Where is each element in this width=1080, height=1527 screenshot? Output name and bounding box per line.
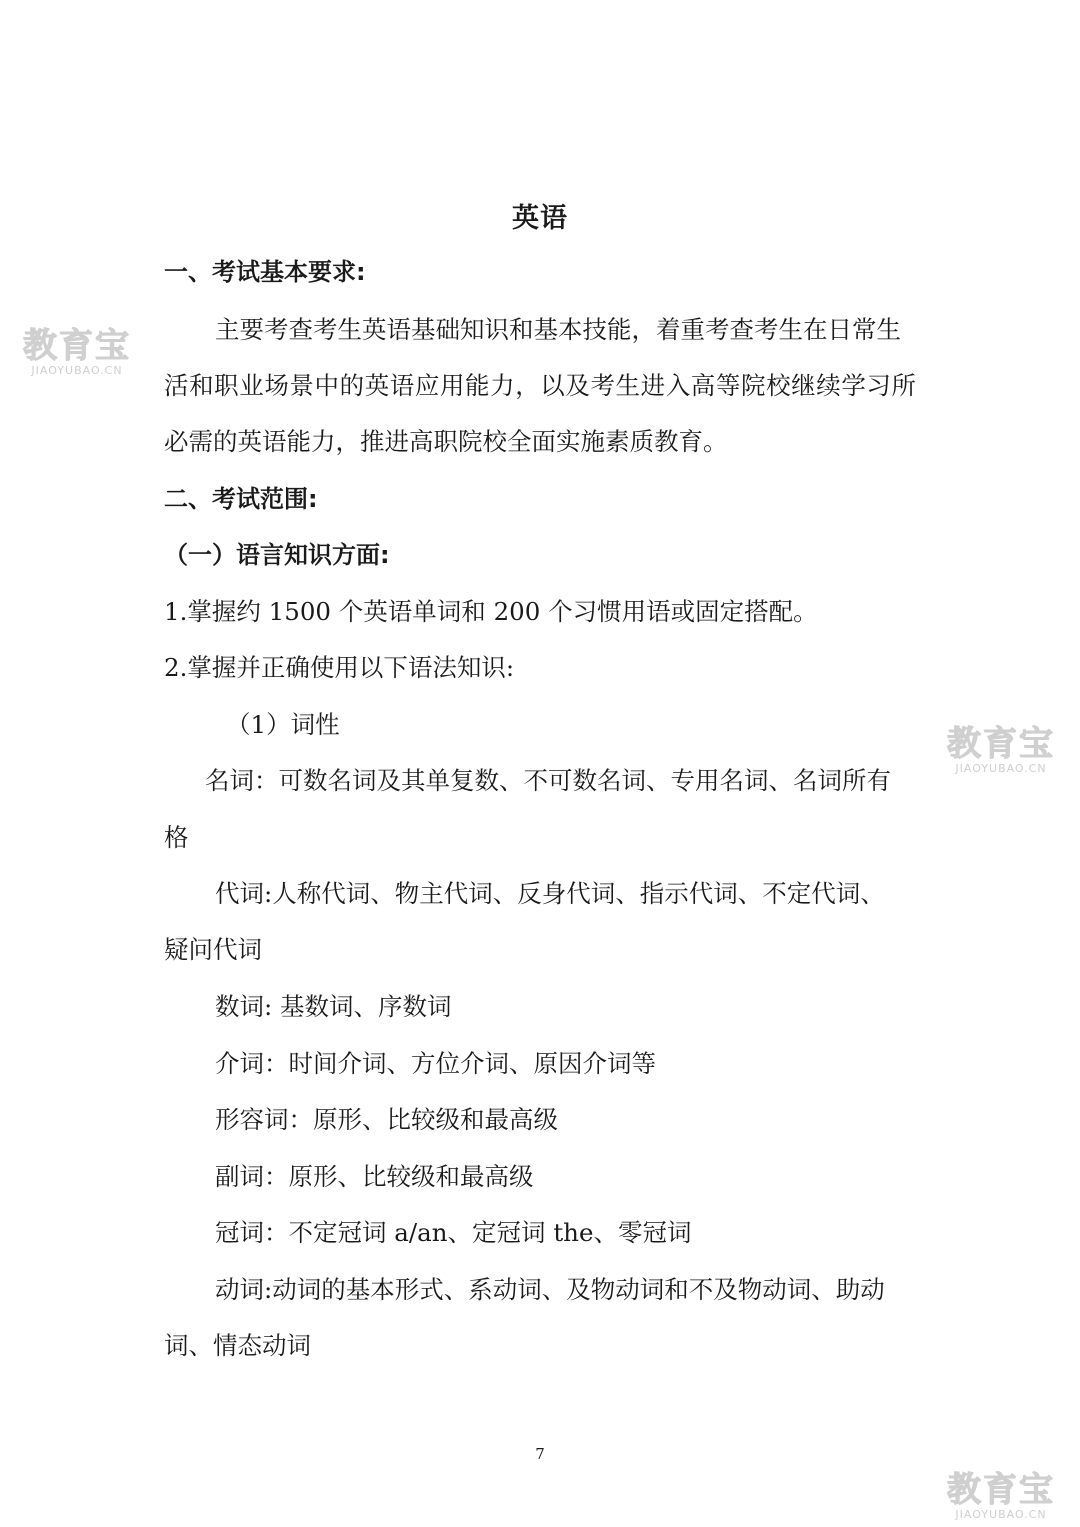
noun-line-1: 名词：可数名词及其单复数、不可数名词、专用名词、名词所有 [205, 766, 891, 795]
watermark-logo-right [938, 726, 1064, 776]
section1-para-line-3: 必需的英语能力，推进高职院校全面实施素质教育。 [164, 427, 728, 456]
section2-heading: 二、考试范围: [164, 485, 318, 513]
watermark-logo-url: JIAOYUBAO.CN [31, 364, 123, 377]
watermark-logo-text: 教育宝 [947, 1470, 1055, 1510]
numeral-line: 数词: 基数词、序数词 [215, 992, 452, 1021]
adverb-line: 副词：原形、比较级和最高级 [215, 1162, 534, 1191]
pronoun-line-2: 疑问代词 [164, 935, 262, 964]
page-number: 7 [535, 1445, 545, 1463]
subitem-1: （1）词性 [226, 710, 340, 739]
watermark-logo-text: 教育宝 [23, 326, 131, 366]
item-1: 1.掌握约 1500 个英语单词和 200 个习惯用语或固定搭配。 [164, 597, 818, 626]
noun-line-2: 格 [164, 823, 189, 852]
section1-para-line-1: 主要考查考生英语基础知识和基本技能，着重考查考生在日常生 [215, 315, 901, 344]
preposition-line: 介词：时间介词、方位介词、原因介词等 [215, 1049, 656, 1078]
watermark-logo-text: 教育宝 [947, 724, 1055, 764]
adjective-line: 形容词：原形、比较级和最高级 [215, 1105, 558, 1134]
verb-line-2: 词、情态动词 [164, 1331, 311, 1360]
watermark-logo-url: JIAOYUBAO.CN [955, 762, 1047, 775]
watermark-logo-bottom [938, 1472, 1064, 1522]
watermark-logo-url: JIAOYUBAO.CN [955, 1508, 1047, 1521]
section1-para-line-2: 活和职业场景中的英语应用能力，以及考生进入高等院校继续学习所 [164, 371, 916, 400]
verb-line-1: 动词:动词的基本形式、系动词、及物动词和不及物动词、助动 [215, 1275, 885, 1304]
item-2: 2.掌握并正确使用以下语法知识: [164, 653, 515, 682]
article-line: 冠词：不定冠词 a/an、定冠词 the、零冠词 [215, 1218, 692, 1247]
section1-heading: 一、考试基本要求: [164, 258, 366, 286]
subsection1-heading: （一）语言知识方面: [164, 541, 390, 569]
pronoun-line-1: 代词:人称代词、物主代词、反身代词、指示代词、不定代词、 [215, 879, 885, 908]
watermark-logo-left [14, 328, 140, 378]
document-title: 英语 [512, 203, 568, 234]
